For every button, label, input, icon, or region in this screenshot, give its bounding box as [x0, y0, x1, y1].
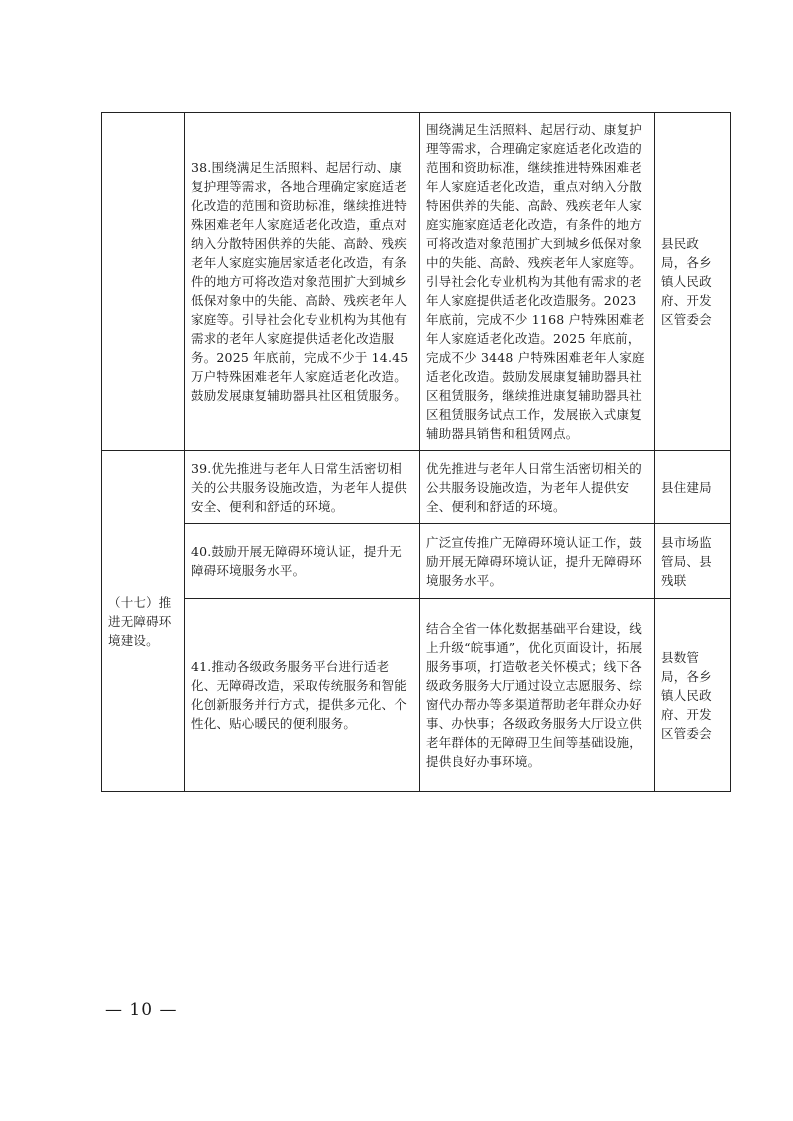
dept-text: 县市场监管局、县残联 [661, 534, 712, 588]
measure-cell [185, 599, 420, 792]
table-row [102, 599, 731, 792]
dept-cell [655, 451, 731, 524]
measure-cell [185, 524, 420, 599]
measure-cell [185, 113, 420, 451]
dept-text: 县民政局，各乡镇人民政府、开发区管委会 [661, 236, 712, 327]
measure-text: 38.围绕满足生活照料、起居行动、康复护理等需求，各地合理确定家庭适老化改造的范围和资助标准，继续推进特殊困难老年人家庭适老化改造，重点对纳入分散特困供养的失能、高龄、残疾老年人家庭实施居家适老化改造，有条件的地方可将改造对象范围扩大到城乡低保对象中的失能、高龄、残疾老年人家庭等。引导社会化专业机构为其他有需求的老年人家庭提供适老化改造服务。2025 年底前，完成不少于 14.45 万户特殊困难老年人家庭适老化改造。鼓励发展康复辅助器具社区租赁服务。 [191, 160, 409, 403]
measure-text: 41.推动各级政务服务平台进行适老化、无障碍改造，采取传统服务和智能化创新服务并行方式，提供多元化、个性化、贴心暖民的便利服务。 [191, 659, 407, 731]
measure-cell [185, 451, 420, 524]
table-row [102, 524, 731, 599]
measure-text: 40.鼓励开展无障碍环境认证，提升无障碍环境服务水平。 [191, 544, 402, 578]
measure-text: 39.优先推进与老年人日常生活密切相关的公共服务设施改造，为老年人提供安全、便利和舒适的环境。 [191, 460, 407, 514]
task-cell [420, 451, 655, 524]
category-text: （十七）推进无障碍环境建设。 [108, 594, 172, 648]
task-text: 围绕满足生活照料、起居行动、康复护理等需求，合理确定家庭适老化改造的范围和资助标准，继续推进特殊困难老年人家庭适老化改造，重点对纳入分散特困供养的失能、高龄、残疾老年人家庭实施家庭适老化改造，有条件的地方可将改造对象范围扩大到城乡低保对象中的失能、高龄、残疾老年人家庭等。引导社会化专业机构为其他有需求的老年人家庭提供适老化改造服务。2023 年底前，完成不少 1168 户特殊困难老年人家庭适老化改造。2025 年底前，完成不少 3448 户特殊困难老年人家庭适老化改造。鼓励发展康复辅助器具社区租赁服务，继续推进康复辅助器具社区租赁服务试点工作，发展嵌入式康复辅助器具销售和租赁网点。 [426, 122, 645, 441]
table-row [102, 113, 731, 451]
task-cell [420, 113, 655, 451]
dept-text: 县住建局 [661, 479, 712, 495]
policy-table [101, 112, 731, 792]
task-cell [420, 599, 655, 792]
page-number: — 10 — [105, 1000, 178, 1020]
dept-cell [655, 113, 731, 451]
task-text: 广泛宣传推广无障碍环境认证工作，鼓励开展无障碍环境认证，提升无障碍环境服务水平。 [426, 534, 642, 588]
task-cell [420, 524, 655, 599]
category-cell-empty [102, 113, 185, 451]
category-cell [102, 451, 185, 792]
dept-cell [655, 599, 731, 792]
task-text: 优先推进与老年人日常生活密切相关的公共服务设施改造，为老年人提供安全、便利和舒适的环境。 [426, 460, 642, 514]
dept-text: 县数管局，各乡镇人民政府、开发区管委会 [661, 649, 712, 741]
task-text: 结合全省一体化数据基础平台建设，线上升级“皖事通”，优化页面设计，拓展服务事项，打造敬老关怀模式；线下各级政务服务大厅通过设立志愿服务、综窗代办帮办等多渠道帮助老年群众办好事、办快事；各级政务服务大厅设立供老年群体的无障碍卫生间等基础设施，提供良好办事环境。 [426, 621, 643, 769]
dept-cell [655, 524, 731, 599]
table-row [102, 451, 731, 524]
